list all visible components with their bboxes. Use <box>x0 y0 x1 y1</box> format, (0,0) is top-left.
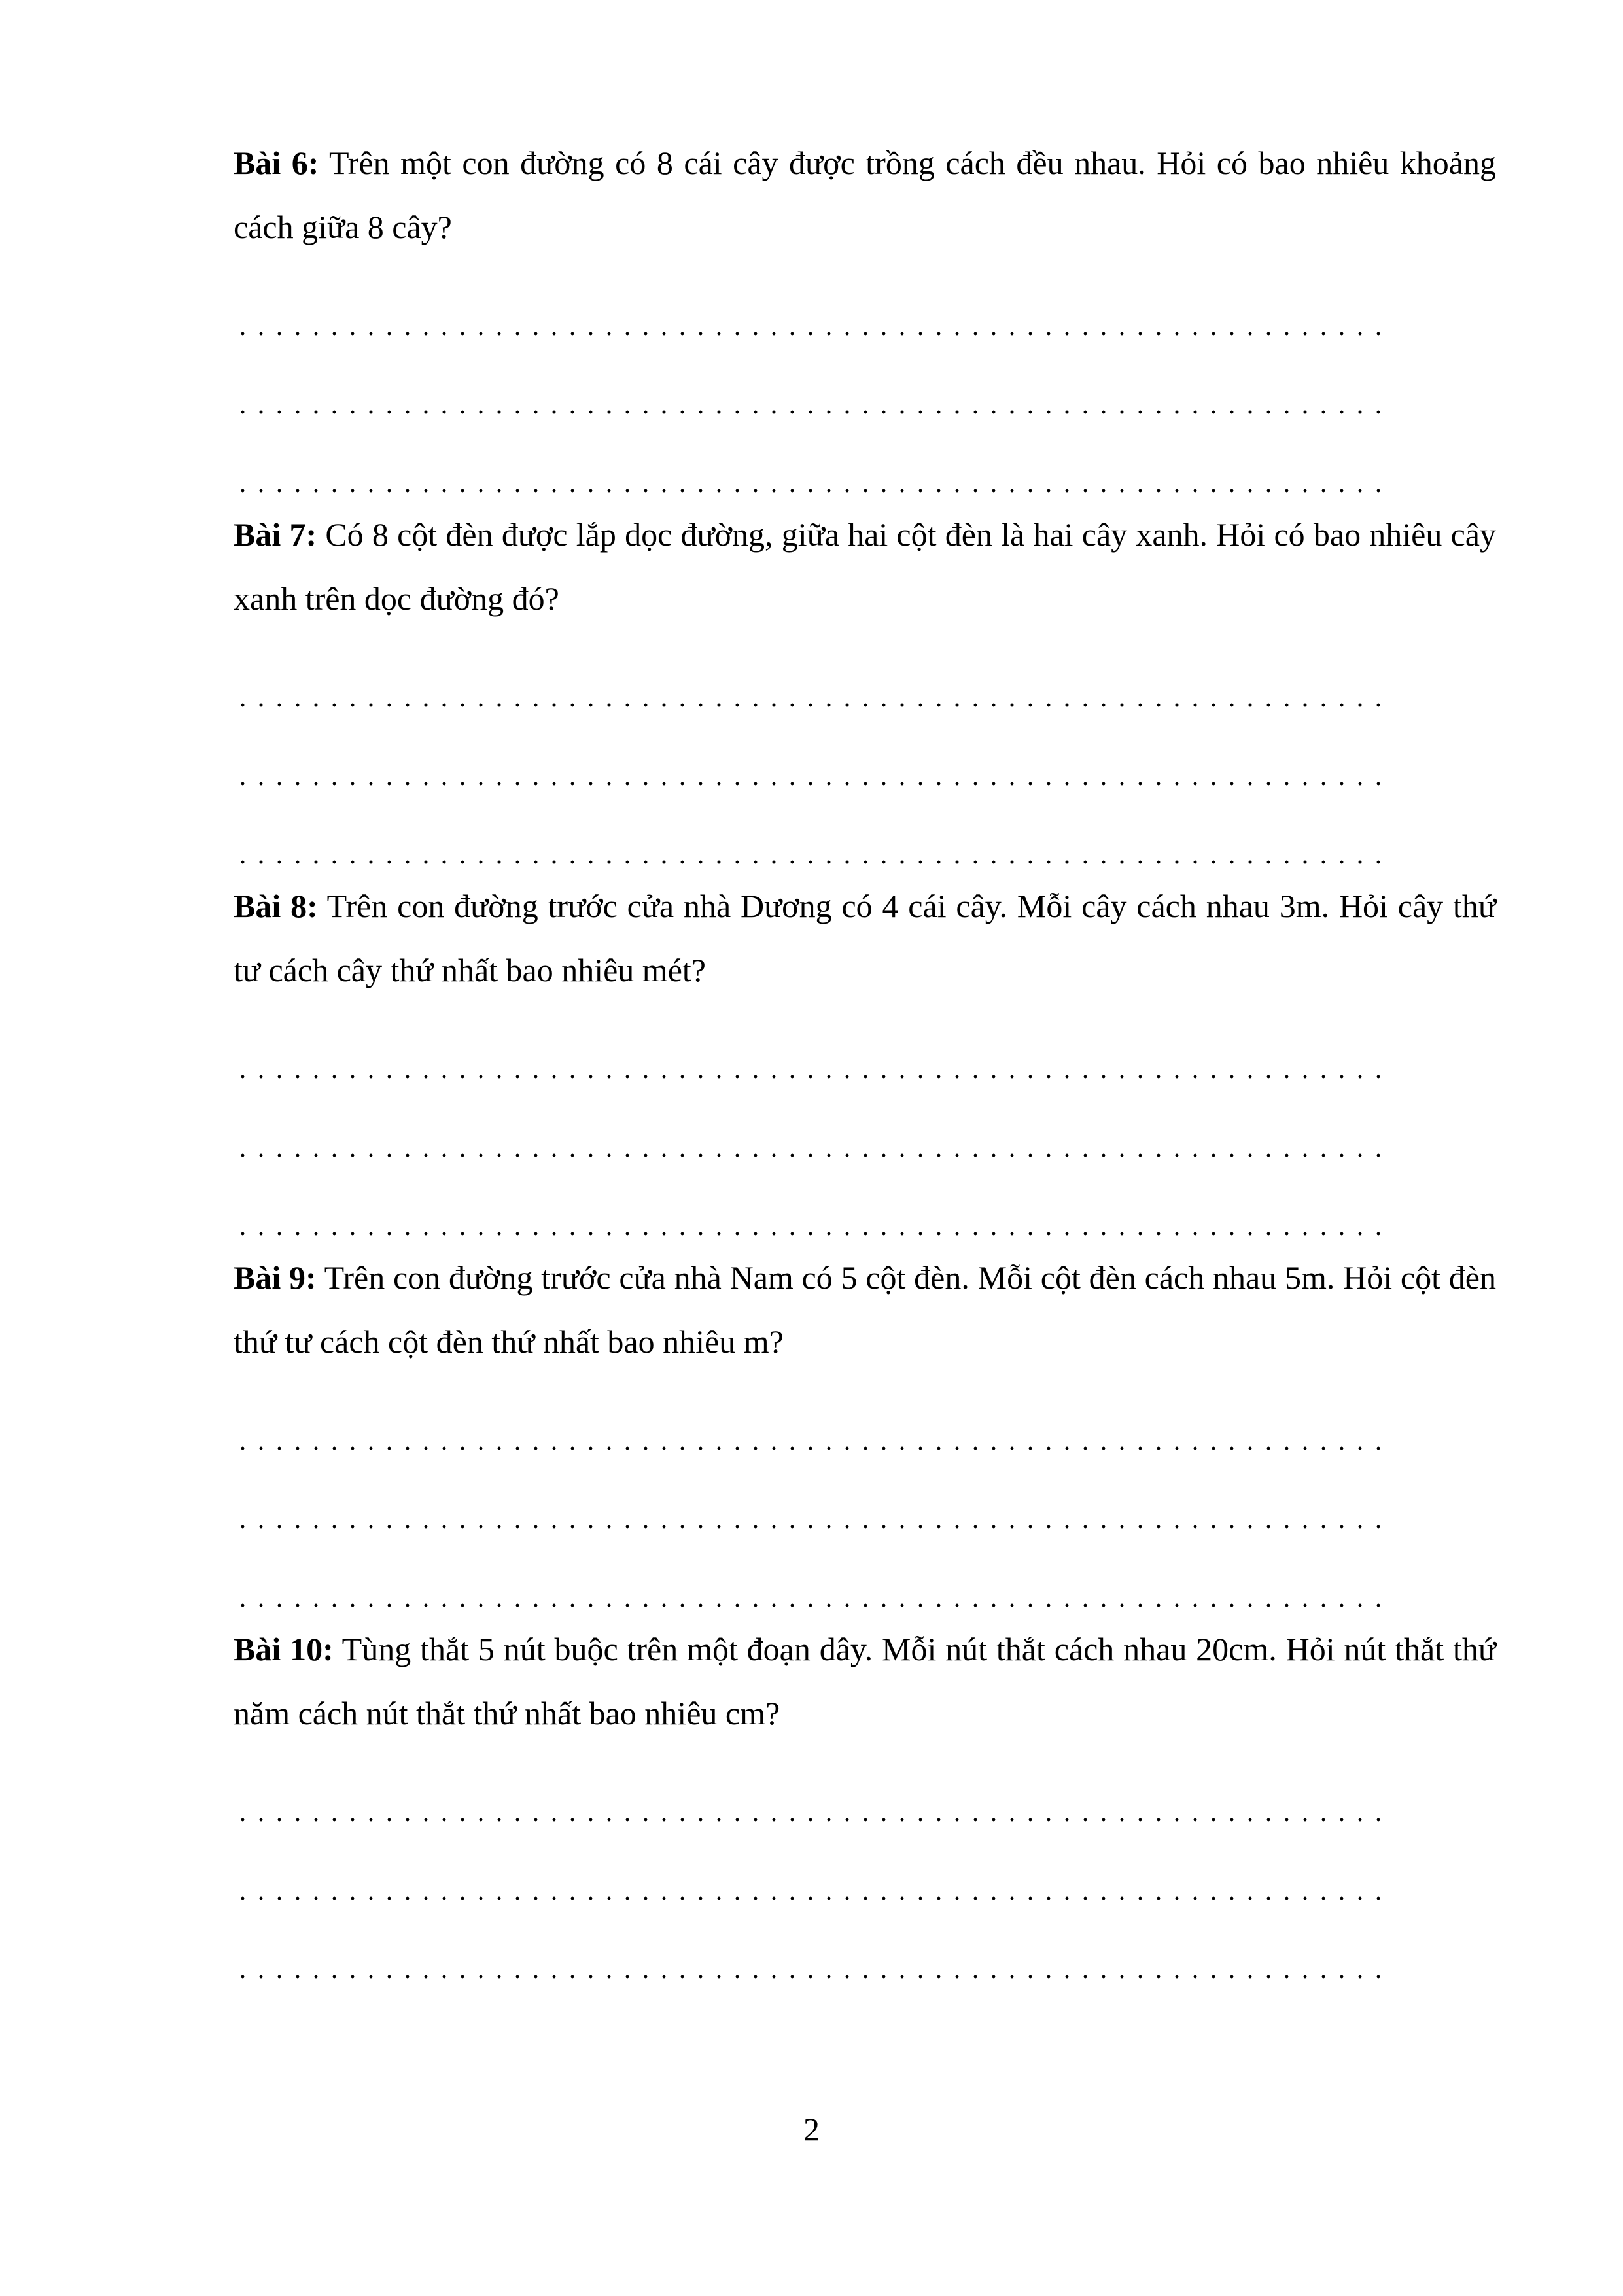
exercise-text: Trên con đường trước cửa nhà Nam có 5 cột đèn. Mỗi cột đèn cách nhau 5m. Hỏi cột đèn thứ tư cách cột đèn thứ nhất bao nhiêu m? <box>234 1259 1496 1360</box>
exercise-9 <box>234 1245 1496 1624</box>
exercise-question <box>234 502 1496 631</box>
answer-lines <box>234 1388 1496 1624</box>
exercise-8 <box>234 874 1496 1252</box>
answer-line <box>234 1467 1496 1545</box>
exercise-question <box>234 1617 1496 1745</box>
answer-line <box>234 273 1496 352</box>
answer-line <box>234 1917 1496 1995</box>
answer-line <box>234 1388 1496 1467</box>
answer-line <box>234 1760 1496 1838</box>
exercise-question <box>234 131 1496 259</box>
answer-line <box>234 430 1496 509</box>
answer-line <box>234 1095 1496 1174</box>
exercise-text: Trên một con đường có 8 cái cây được trồng cách đều nhau. Hỏi có bao nhiêu khoảng cách giữa 8 cây? <box>234 145 1496 245</box>
exercise-10 <box>234 1617 1496 1995</box>
answer-lines <box>234 645 1496 880</box>
answer-lines <box>234 1760 1496 1995</box>
answer-lines <box>234 273 1496 509</box>
exercise-6 <box>234 131 1496 509</box>
answer-line <box>234 723 1496 802</box>
answer-line <box>234 645 1496 723</box>
exercise-label: Bài 10: <box>234 1631 334 1667</box>
exercise-label: Bài 7: <box>234 516 317 553</box>
answer-line <box>234 802 1496 880</box>
answer-lines <box>234 1017 1496 1252</box>
answer-line <box>234 1545 1496 1624</box>
exercise-7 <box>234 502 1496 880</box>
page-number: 2 <box>803 2111 820 2148</box>
exercise-label: Bài 8: <box>234 888 318 924</box>
exercise-text: Tùng thắt 5 nút buộc trên một đoạn dây. Mỗi nút thắt cách nhau 20cm. Hỏi nút thắt thứ năm cách nút thắt thứ nhất bao nhiêu cm? <box>234 1631 1496 1731</box>
exercise-question <box>234 874 1496 1002</box>
exercise-label: Bài 6: <box>234 145 319 181</box>
answer-line <box>234 1174 1496 1252</box>
answer-line <box>234 1017 1496 1095</box>
exercise-question <box>234 1245 1496 1374</box>
answer-line <box>234 1838 1496 1917</box>
answer-line <box>234 352 1496 430</box>
exercise-text: Có 8 cột đèn được lắp dọc đường, giữa hai cột đèn là hai cây xanh. Hỏi có bao nhiêu cây xanh trên dọc đường đó? <box>234 516 1496 617</box>
exercise-text: Trên con đường trước cửa nhà Dương có 4 cái cây. Mỗi cây cách nhau 3m. Hỏi cây thứ tư cách cây thứ nhất bao nhiêu mét? <box>234 888 1496 988</box>
exercise-label: Bài 9: <box>234 1259 317 1296</box>
